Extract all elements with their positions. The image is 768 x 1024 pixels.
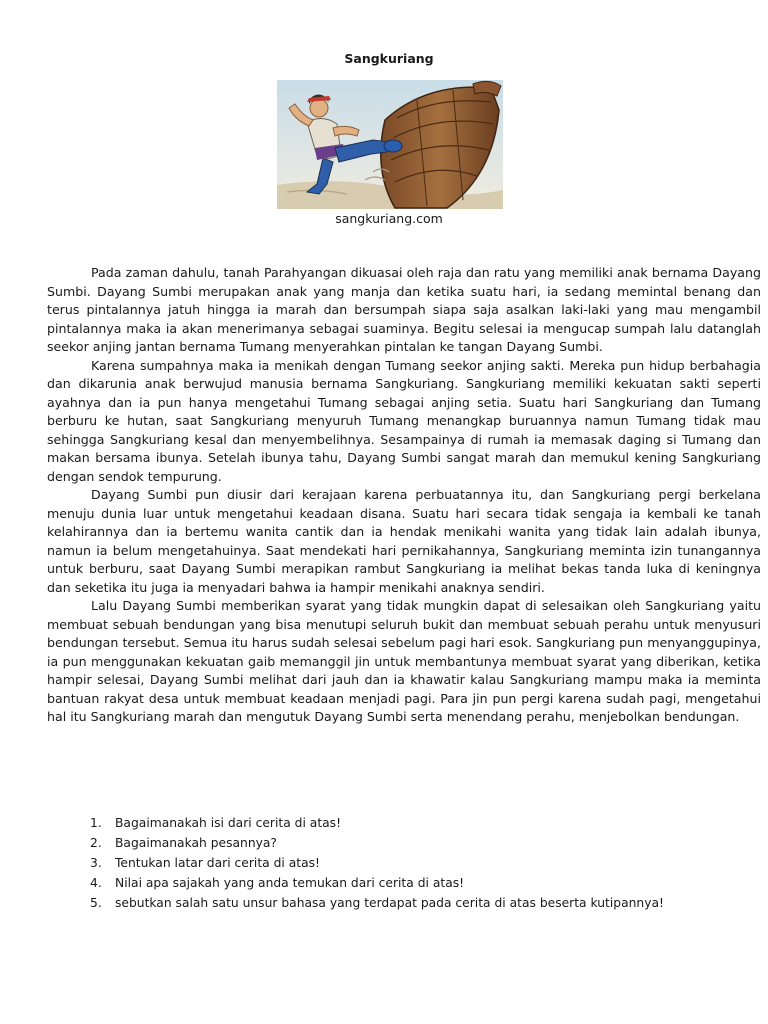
question-text: Tentukan latar dari cerita di atas!: [115, 856, 320, 870]
question-item: [90, 893, 730, 913]
question-list: [90, 813, 730, 913]
question-number: 1.: [90, 816, 102, 830]
question-number: 3.: [90, 856, 102, 870]
question-item: [90, 813, 730, 833]
question-item: [90, 833, 730, 853]
story-paragraph-2: Karena sumpahnya maka ia menikah dengan Tumang seekor anjing sakti. Mereka pun hidup berbahagia dan dikarunia anak berwujud manusia bernama Sangkuriang. Sangkuriang memiliki kekuatan sakti seperti ayahnya dan ia pun hanya mengetahui Tumang sebagai anjing setia. Suatu hari Sangkuriang dan Tumang berburu ke hutan, saat Sangkuriang menyuruh Tumang menangkap buruannya namun Tumang tidak mau sehingga Sangkuriang kesal dan menyembelihnya. Sesampainya di rumah ia memasak daging si Tumang dan makan bersama ibunya. Setelah ibunya tahu, Dayang Sumbi sangat marah dan memukul kening Sangkuriang dengan sendok tempurung.: [47, 357, 761, 484]
question-item: [90, 873, 730, 893]
story-illustration: [277, 80, 503, 209]
question-number: 2.: [90, 836, 102, 850]
story-paragraph-3: Dayang Sumbi pun diusir dari kerajaan karena perbuatannya itu, dan Sangkuriang pergi berkelana menuju dunia luar untuk mengetahui keadaan disana. Suatu hari secara tidak sengaja ia kembali ke tanah kelahirannya dan ia bertemu wanita cantik dan ia hendak menikahi wanita yang tidak lain adalah ibunya, namun ia belum mengetahuinya. Saat mendekati hari pernikahannya, Sangkuriang meminta izin tunangannya untuk berburu, saat Dayang Sumbi merapikan rambut Sangkuriang ia melihat bekas tanda luka di keningnya dan seketika itu juga ia menyadari bahwa ia hampir menikahi anaknya sendiri.: [47, 487, 761, 595]
question-number: 4.: [90, 876, 102, 890]
question-number: 5.: [90, 896, 102, 910]
question-item: [90, 853, 730, 873]
question-text: Bagaimanakah pesannya?: [115, 836, 277, 850]
question-text: Nilai apa sajakah yang anda temukan dari cerita di atas!: [115, 876, 465, 890]
story-title: Sangkuriang: [344, 51, 434, 66]
story-paragraph-4: Lalu Dayang Sumbi memberikan syarat yang tidak mungkin dapat di selesaikan oleh Sangkuriang yaitu membuat sebuah bendungan yang bisa menutupi seluruh bukit dan membuat sebuah perahu untuk menyusuri bendungan tersebut. Semua itu harus sudah selesai sebelum pagi hari esok. Sangkuriang pun menyanggupinya, ia pun menggunakan kekuatan gaib memanggil jin untuk membantunya membuat syarat yang diberikan, ketika hampir selesai, Dayang Sumbi melihat dari jauh dan ia khawatir kalau Sangkuriang mampu maka ia meminta bantuan rakyat desa untuk membuat keadaan menjadi pagi. Para jin pun pergi karena sudah pagi, mengetahui hal itu Sangkuriang marah dan mengutuk Dayang Sumbi serta menendang perahu, menjebolkan bendungan.: [47, 598, 761, 724]
question-text: sebutkan salah satu unsur bahasa yang terdapat pada cerita di atas beserta kutipannya!: [115, 896, 664, 910]
story-paragraph-1: Pada zaman dahulu, tanah Parahyangan dikuasai oleh raja dan ratu yang memiliki anak bernama Dayang Sumbi. Dayang Sumbi merupakan anak yang manja dan ketika suatu hari, ia sedang memintal benang dan terus pintalannya jatuh hingga ia marah dan bersumpah siapa saja asalkan laki-laki yang mau mengambil pintalannya maka ia akan menerimanya sebagai suaminya. Begitu selesai ia mengucap sumpah lalu datanglah seekor anjing jantan bernama Tumang menyerahkan pintalan ke tangan Dayang Sumbi.: [47, 265, 761, 354]
sangkuriang-kicking-boat-illustration: [277, 80, 503, 209]
story-body: [47, 264, 761, 727]
figure-caption: sangkuriang.com: [335, 211, 443, 226]
question-text: Bagaimanakah isi dari cerita di atas!: [115, 816, 342, 830]
